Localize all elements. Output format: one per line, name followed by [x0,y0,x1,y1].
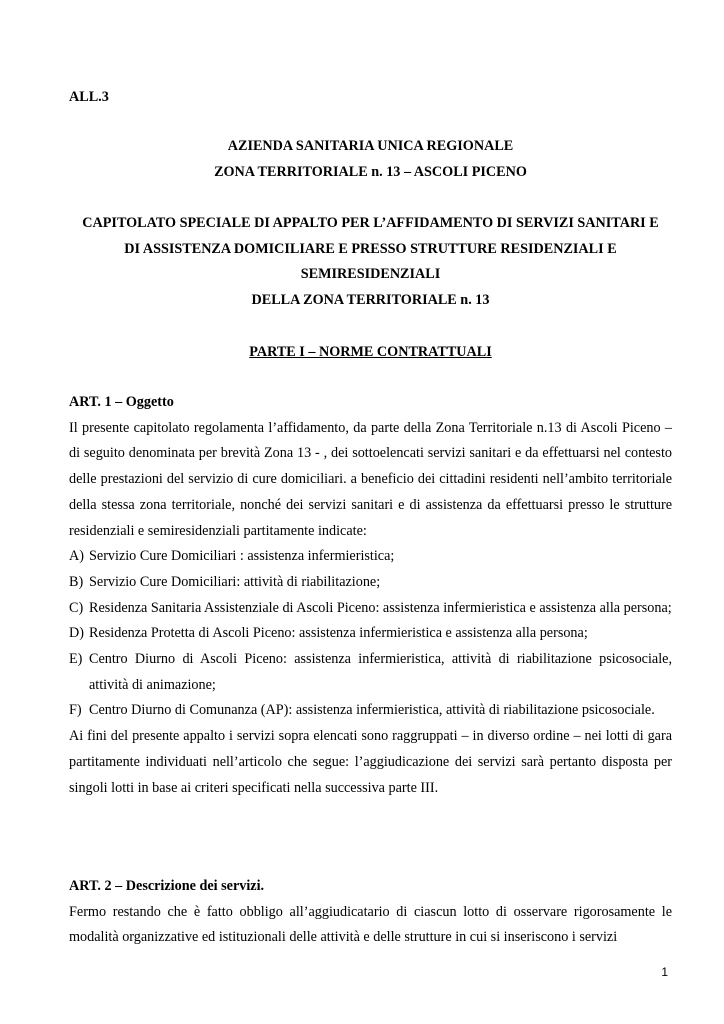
article-1 [69,390,672,801]
document-title [69,211,672,314]
list-item-text: Residenza Protetta di Ascoli Piceno: assistenza infermieristica e assistenza alla persona; [89,625,588,642]
title-line-4: DELLA ZONA TERRITORIALE n. 13 [251,292,490,309]
list-item [69,544,672,570]
list-item [69,621,672,647]
list-item-letter: A) [69,548,84,565]
organization-heading [69,134,672,185]
title-line-3: SEMIRESIDENZIALI [300,266,441,283]
list-item-letter: F) [69,702,82,719]
list-item-text: Servizio Cure Domiciliari: attività di riabilitazione; [89,573,381,590]
zone-name: ZONA TERRITORIALE n. 13 – ASCOLI PICENO [214,163,527,180]
list-item-text: Servizio Cure Domiciliari : assistenza infermieristica; [89,548,395,565]
title-line-2: DI ASSISTENZA DOMICILIARE E PRESSO STRUTTURE RESIDENZIALI E [124,240,617,257]
list-item [69,596,672,622]
list-item [69,570,672,596]
title-line-1: CAPITOLATO SPECIALE DI APPALTO PER L’AFFIDAMENTO DI SERVIZI SANITARI E [82,215,659,231]
part-title-text: PARTE I – NORME CONTRATTUALI [249,344,492,360]
list-item-text: Residenza Sanitaria Assistenziale di Ascoli Piceno: assistenza infermieristica e assistenza alla persona; [89,599,672,616]
list-item-letter: C) [69,599,84,616]
list-item-letter: D) [69,625,84,642]
page-number: 1 [661,965,668,979]
list-item-text: Centro Diurno di Ascoli Piceno: assistenza infermieristica, attività di riabilitazione psicosociale, attività di animazione; [89,651,672,693]
list-item [69,647,672,698]
list-item-letter: B) [69,573,84,590]
list-item-text: Centro Diurno di Comunanza (AP): assistenza infermieristica, attività di riabilitazione psicosociale. [89,702,655,719]
article-1-closing: Ai fini del presente appalto i servizi sopra elencati sono raggruppati – in diverso ordine – nei lotti di gara partitamente individuati nell’articolo che segue: l’aggiudicazione dei servizi sarà pertanto disposta per singoli lotti in base ai criteri specificati nella successiva parte III. [69,728,672,796]
article-2 [69,874,672,951]
list-item-letter: E) [69,651,83,668]
organization-name: AZIENDA SANITARIA UNICA REGIONALE [227,138,514,154]
article-1-intro: Il presente capitolato regolamenta l’affidamento, da parte della Zona Territoriale n.13 di Ascoli Piceno – di seguito denominata per brevità Zona 13 - , dei sottoelencati servizi sanitari e da effettuarsi nel contesto delle prestazioni del servizio di cure domiciliari. a beneficio dei cittadini residenti nell’ambito territoriale della stessa zona territoriale, nonché dei servizi sanitari e di assistenza da effettuarsi presso le strutture residenziali e semiresidenziali partitamente indicate: [69,419,672,539]
article-2-heading: ART. 2 – Descrizione dei servizi. [69,878,265,894]
article-1-heading: ART. 1 – Oggetto [69,394,174,410]
article-2-text: Fermo restando che è fatto obbligo all’aggiudicatario di ciascun lotto di osservare rigorosamente le modalità organizzative ed istituzionali delle attività e delle strutture in cui si inseriscono i servizi [69,903,672,946]
attachment-label: ALL.3 [69,89,109,105]
part-title [69,340,672,366]
list-item [69,698,672,724]
